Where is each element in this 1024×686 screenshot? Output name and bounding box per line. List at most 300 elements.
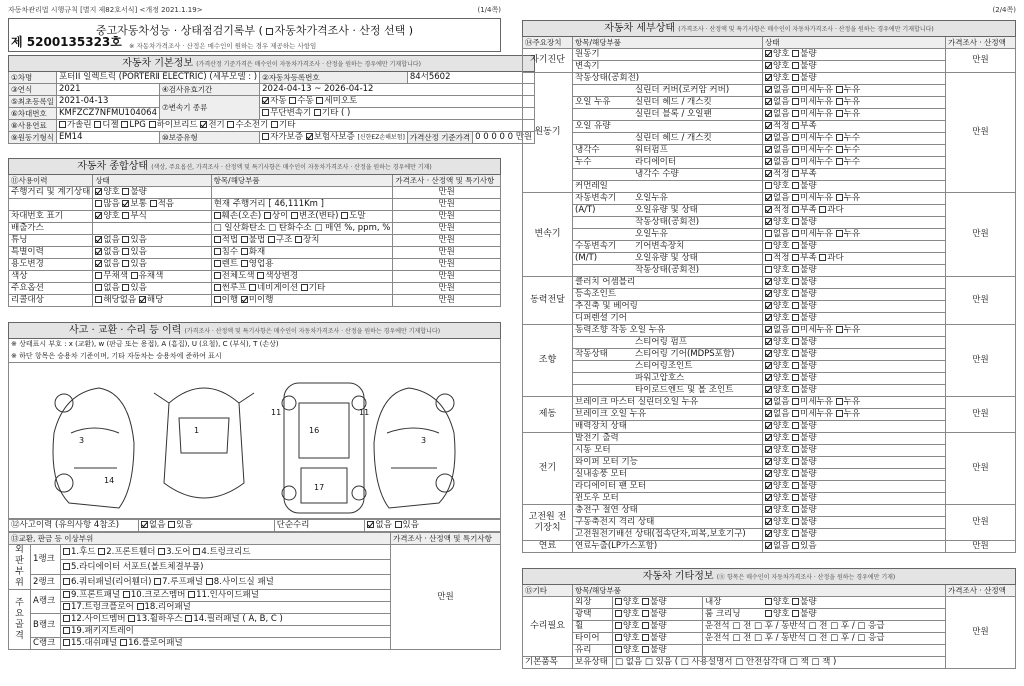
page-number: (1/4쪽) [477, 6, 501, 14]
detail-4-1-option-1: 불량 [800, 337, 817, 347]
detail-part: 수동변속기 기어변속장치 [573, 241, 763, 253]
detail-6-4-option-1: 불량 [800, 481, 817, 491]
detail-3-0-checkbox-1[interactable] [792, 278, 799, 285]
r1a-checkbox-1[interactable] [98, 548, 105, 555]
gen-x-recall-checkbox-1[interactable] [241, 296, 248, 303]
parts-price-header: 가격조사 · 산정액 및 특기사항 [391, 533, 501, 545]
basic-items-sub: 보유상태 [573, 657, 613, 669]
detail-row [523, 313, 1016, 325]
rBb-checkbox-0[interactable] [63, 627, 70, 634]
rankB-label: B랭크 [31, 614, 61, 638]
detail-6-2-checkbox-0[interactable] [765, 458, 772, 465]
fuel-checkbox-4[interactable] [200, 121, 207, 128]
detail-6-3-checkbox-0[interactable] [765, 470, 772, 477]
trans-semi-checkbox[interactable] [316, 97, 323, 104]
detail-2-5-checkbox-1[interactable] [792, 254, 799, 261]
general-price-recall: 만원 [393, 295, 501, 307]
trans-label: ⑦변속기 종류 [160, 96, 260, 120]
detail-6-1-checkbox-1[interactable] [792, 446, 799, 453]
gen-vinstate-checkbox-0[interactable] [95, 212, 102, 219]
rankA-items-b [61, 602, 391, 614]
detail-1-1-checkbox-2[interactable] [836, 86, 843, 93]
gen-x-recall-checkbox-0[interactable] [214, 296, 221, 303]
general-label-emission: 배출가스 [9, 223, 93, 235]
detail-1-4-option-1: 부족 [800, 121, 817, 131]
detail-6-5-checkbox-0[interactable] [765, 494, 772, 501]
detail-1-6-checkbox-2[interactable] [836, 146, 843, 153]
gen-x-tuning-checkbox-3[interactable] [295, 236, 302, 243]
general-price-special: 만원 [393, 247, 501, 259]
rC-checkbox-0[interactable] [63, 639, 70, 646]
gen-x-vinstate-checkbox-2[interactable] [291, 212, 298, 219]
detail-2-6-checkbox-1[interactable] [792, 266, 799, 273]
detail-3-1-checkbox-0[interactable] [765, 290, 772, 297]
fuel-checkbox-3[interactable] [149, 121, 156, 128]
gen-x-use-checkbox-1[interactable] [241, 260, 248, 267]
detail-5-0-checkbox-2[interactable] [836, 398, 843, 405]
detail-1-2-checkbox-2[interactable] [836, 98, 843, 105]
detail-1-8-option-1: 부족 [800, 169, 817, 179]
detail-7-2-checkbox-0[interactable] [765, 530, 772, 537]
detail-1-9-option-0: 양호 [773, 181, 793, 191]
detail-7-1-checkbox-0[interactable] [765, 518, 772, 525]
gen-x-option-checkbox-0[interactable] [214, 284, 221, 291]
detail-1-5-checkbox-0[interactable] [765, 134, 772, 141]
rBa-checkbox-2[interactable] [185, 615, 192, 622]
rBa-checkbox-0[interactable] [63, 615, 70, 622]
detail-1-3-checkbox-0[interactable] [765, 110, 772, 117]
price-option-checkbox[interactable] [266, 28, 273, 35]
rAa-label-1: 10.크로스멤버 [130, 590, 189, 600]
detail-4-1-checkbox-1[interactable] [792, 338, 799, 345]
detail-4-4-option-0: 양호 [773, 373, 793, 383]
detail-status [763, 229, 946, 241]
detail-1-5-checkbox-2[interactable] [836, 134, 843, 141]
detail-1-9-checkbox-0[interactable] [765, 182, 772, 189]
gen-option-checkbox-1[interactable] [122, 284, 129, 291]
gen-color-checkbox-1[interactable] [131, 272, 138, 279]
gen-x-tuning-checkbox-0[interactable] [214, 236, 221, 243]
oth-a-2-checkbox-0[interactable] [615, 622, 622, 629]
detail-3-2-checkbox-1[interactable] [792, 302, 799, 309]
detail-1-8-checkbox-1[interactable] [792, 170, 799, 177]
detail-1-2-option-1: 미세누유 [800, 97, 836, 107]
fuel-checkbox-0[interactable] [59, 121, 66, 128]
gen-x-option-checkbox-1[interactable] [249, 284, 256, 291]
detail-4-0-checkbox-2[interactable] [836, 326, 843, 333]
accident-yes-checkbox[interactable] [168, 521, 175, 528]
detail-6-0-option-0: 양호 [773, 433, 793, 443]
gen-x-option-option-0: 썬루프 [221, 283, 250, 293]
accident-legend-2: ※ 하단 항목은 승용차 기준이며, 기타 자동차는 승용차에 준하여 표시 [9, 351, 501, 363]
rC-checkbox-1[interactable] [120, 639, 127, 646]
left-page [8, 0, 533, 686]
gen-x-tuning-checkbox-2[interactable] [268, 236, 275, 243]
rAb-label-0: 17.트렁크플로어 [71, 602, 137, 612]
detail-0-0-checkbox-0[interactable] [765, 50, 772, 57]
detail-row [523, 97, 1016, 109]
detail-1-1-checkbox-1[interactable] [792, 86, 799, 93]
general-price-color: 만원 [393, 271, 501, 283]
general-row-vinstate [9, 211, 501, 223]
detail-2-3-checkbox-2[interactable] [836, 230, 843, 237]
detail-1-8-checkbox-0[interactable] [765, 170, 772, 177]
r1a-checkbox-0[interactable] [63, 548, 70, 555]
fuel-checkbox-5[interactable] [227, 121, 234, 128]
detail-4-5-checkbox-1[interactable] [792, 386, 799, 393]
oth-a-3-checkbox-0[interactable] [615, 634, 622, 641]
general-state-vinstate [93, 211, 211, 223]
detail-5-2-checkbox-1[interactable] [792, 422, 799, 429]
detail-8-0-checkbox-1[interactable] [792, 542, 799, 549]
detail-1-6-checkbox-0[interactable] [765, 146, 772, 153]
general-state-mileage [93, 187, 211, 199]
gen-mileage2-checkbox-0[interactable] [95, 200, 102, 207]
detail-4-3-checkbox-1[interactable] [792, 362, 799, 369]
gen-tuning-checkbox-0[interactable] [95, 236, 102, 243]
detail-estimate-1: 만원 [946, 73, 1016, 193]
detail-1-7-checkbox-2[interactable] [836, 158, 843, 165]
gen-x-vinstate-checkbox-1[interactable] [264, 212, 271, 219]
detail-part: 작동상태(공회전) [573, 73, 763, 85]
detail-5-0-option-2: 누유 [843, 397, 861, 407]
detail-part: 추진축 및 베어링 [573, 301, 763, 313]
gen-special-checkbox-1[interactable] [122, 248, 129, 255]
basic-items-row [523, 657, 1016, 669]
detail-2-2-checkbox-1[interactable] [792, 218, 799, 225]
detail-5-0-checkbox-1[interactable] [792, 398, 799, 405]
gen-use-checkbox-0[interactable] [95, 260, 102, 267]
general-row-mileage2 [9, 199, 501, 211]
r1a-label-1: 2.프론트휀더 [106, 546, 159, 557]
period-label: ④검사유효기간 [160, 84, 260, 96]
rAa-checkbox-1[interactable] [123, 591, 130, 598]
law-reference: 자동차관리법 시행규칙 [별지 제82호서식] <개정 2021.1.19> [8, 6, 203, 14]
simple-repair-none-checkbox[interactable] [367, 521, 374, 528]
oth-b-0-option-1: 불량 [800, 597, 817, 607]
detail-2-6-checkbox-0[interactable] [765, 266, 772, 273]
detail-7-1-checkbox-1[interactable] [792, 518, 799, 525]
detail-part: 윈도우 모터 [573, 493, 763, 505]
general-row-color [9, 271, 501, 283]
detail-0-1-checkbox-0[interactable] [765, 62, 772, 69]
gen-x-special-checkbox-1[interactable] [241, 248, 248, 255]
detail-1-2-checkbox-1[interactable] [792, 98, 799, 105]
rBb-label-0: 19.패키지트레이 [71, 626, 134, 636]
detail-4-0-checkbox-1[interactable] [792, 326, 799, 333]
gen-vinstate-checkbox-1[interactable] [122, 212, 129, 219]
detail-status [763, 277, 946, 289]
rAb-label-1: 18.리어패널 [144, 602, 191, 612]
detail-1-0-checkbox-0[interactable] [765, 74, 772, 81]
general-label-mileage: 주행거리 및 계기상태 [9, 187, 93, 199]
detail-2-4-checkbox-1[interactable] [792, 242, 799, 249]
general-price-use: 만원 [393, 259, 501, 271]
detail-row [523, 505, 1016, 517]
car-name-label: ①차명 [9, 72, 57, 84]
detail-status [763, 457, 946, 469]
oth-a-1-option-0: 양호 [623, 609, 643, 619]
detail-0-1-option-0: 양호 [773, 61, 793, 71]
gen-x-tuning-option-2: 구조 [275, 235, 296, 245]
detail-2-4-checkbox-0[interactable] [765, 242, 772, 249]
detail-2-5-checkbox-2[interactable] [819, 254, 826, 261]
detail-row [523, 157, 1016, 169]
detail-6-3-checkbox-1[interactable] [792, 470, 799, 477]
r1a-checkbox-3[interactable] [193, 548, 200, 555]
gen-option-checkbox-0[interactable] [95, 284, 102, 291]
rAb-checkbox-0[interactable] [63, 603, 70, 610]
detail-part: 배력장치 상태 [573, 421, 763, 433]
detail-2-2-checkbox-0[interactable] [765, 218, 772, 225]
detail-2-0-checkbox-0[interactable] [765, 194, 772, 201]
detail-4-1-option-0: 양호 [773, 337, 793, 347]
detail-7-2-checkbox-1[interactable] [792, 530, 799, 537]
r2-checkbox-0[interactable] [63, 578, 70, 585]
other-row [523, 609, 1016, 621]
detail-4-1-checkbox-0[interactable] [765, 338, 772, 345]
detail-3-0-checkbox-0[interactable] [765, 278, 772, 285]
detail-part: 브레이크 오일 누유 [573, 409, 763, 421]
detail-2-1-checkbox-1[interactable] [792, 206, 799, 213]
oth-b-1-checkbox-0[interactable] [765, 610, 772, 617]
detail-5-1-option-2: 누유 [843, 409, 861, 419]
oth-b-0-checkbox-1[interactable] [792, 598, 799, 605]
detail-2-3-checkbox-0[interactable] [765, 230, 772, 237]
fuel-checkbox-6[interactable] [271, 121, 278, 128]
detail-5-2-checkbox-0[interactable] [765, 422, 772, 429]
detail-estimate-4: 만원 [946, 325, 1016, 397]
motor-type: EM14 [56, 132, 159, 144]
gen-mileage2-checkbox-1[interactable] [122, 200, 129, 207]
detail-7-0-checkbox-0[interactable] [765, 506, 772, 513]
fuel-option-5: 수소전기 [235, 120, 272, 130]
detail-1-0-checkbox-1[interactable] [792, 74, 799, 81]
gen-x-special-checkbox-0[interactable] [214, 248, 221, 255]
trans-other-checkbox[interactable] [314, 109, 321, 116]
oth-a-1-checkbox-1[interactable] [642, 610, 649, 617]
detail-2-4-option-0: 양호 [773, 241, 793, 251]
detail-1-4-checkbox-1[interactable] [792, 122, 799, 129]
general-row-option [9, 283, 501, 295]
accident-none-checkbox[interactable] [141, 521, 148, 528]
rank2-label: 2랭크 [31, 575, 61, 590]
detail-1-4-option-0: 적정 [773, 121, 793, 131]
gen-x-tuning-checkbox-1[interactable] [241, 236, 248, 243]
gen-x-color-checkbox-0[interactable] [214, 272, 221, 279]
oth-a-1-checkbox-0[interactable] [615, 610, 622, 617]
rAa-checkbox-2[interactable] [188, 591, 195, 598]
car-diagram [8, 363, 501, 519]
general-label-mileage2 [9, 199, 93, 211]
general-item-option [211, 283, 393, 295]
rBa-checkbox-1[interactable] [128, 615, 135, 622]
general-price-mileage: 만원 [393, 187, 501, 199]
gen-color-checkbox-0[interactable] [95, 272, 102, 279]
detail-1-1-option-1: 미세누유 [800, 85, 836, 95]
insurance-warranty-checkbox[interactable] [306, 133, 313, 140]
detail-5-1-checkbox-2[interactable] [836, 410, 843, 417]
rAa-checkbox-0[interactable] [63, 591, 70, 598]
detail-6-4-checkbox-1[interactable] [792, 482, 799, 489]
oth-a-0-option-1: 불량 [650, 597, 667, 607]
detail-estimate-6: 만원 [946, 433, 1016, 505]
trans-cvt-checkbox[interactable] [262, 109, 269, 116]
accident-legend: ※ 상태표시 부호 : x (교환), w (판금 또는 용접), A (흠집), U (요철), C (부식), T (손상) [9, 339, 501, 351]
detail-1-9-checkbox-1[interactable] [792, 182, 799, 189]
detail-4-0-checkbox-0[interactable] [765, 326, 772, 333]
detail-8-0-option-0: 없음 [773, 541, 793, 551]
detail-1-2-checkbox-0[interactable] [765, 98, 772, 105]
gen-recall-checkbox-1[interactable] [139, 296, 146, 303]
detail-7-0-checkbox-1[interactable] [792, 506, 799, 513]
detail-group-2: 변속기 [523, 193, 573, 277]
gen-x-color-checkbox-1[interactable] [257, 272, 264, 279]
detail-3-2-checkbox-0[interactable] [765, 302, 772, 309]
detail-1-7-option-1: 미세누수 [800, 157, 836, 167]
detail-2-1-checkbox-0[interactable] [765, 206, 772, 213]
detail-2-0-option-1: 미세누유 [800, 193, 836, 203]
detail-4-2-option-1: 불량 [800, 349, 817, 359]
gen-tuning-checkbox-1[interactable] [122, 236, 129, 243]
detail-3-3-checkbox-1[interactable] [792, 314, 799, 321]
detail-2-1-checkbox-2[interactable] [819, 206, 826, 213]
detail-3-3-checkbox-0[interactable] [765, 314, 772, 321]
oth-b-1-checkbox-1[interactable] [792, 610, 799, 617]
gen-x-vinstate-checkbox-0[interactable] [214, 212, 221, 219]
detail-6-5-checkbox-1[interactable] [792, 494, 799, 501]
general-item-use [211, 259, 393, 271]
rBa-label-0: 12.사이드멤버 [71, 614, 129, 624]
oth-a-4-checkbox-1[interactable] [642, 646, 649, 653]
gen-mileage-checkbox-0[interactable] [95, 188, 102, 195]
oth-a-2-checkbox-1[interactable] [642, 622, 649, 629]
detail-1-4-checkbox-0[interactable] [765, 122, 772, 129]
detail-status [763, 145, 946, 157]
part-11b: 11 [359, 408, 370, 417]
detail-4-4-checkbox-1[interactable] [792, 374, 799, 381]
gen-x-color-option-0: 전체도색 [221, 271, 258, 281]
gen-use-checkbox-1[interactable] [122, 260, 129, 267]
detail-row [523, 229, 1016, 241]
detail-6-1-checkbox-0[interactable] [765, 446, 772, 453]
detail-4-4-checkbox-0[interactable] [765, 374, 772, 381]
detail-6-4-checkbox-0[interactable] [765, 482, 772, 489]
gen-x-option-checkbox-2[interactable] [301, 284, 308, 291]
self-warranty-checkbox[interactable] [262, 133, 269, 140]
simple-repair-yes-checkbox[interactable] [395, 521, 402, 528]
detail-1-3-checkbox-2[interactable] [836, 110, 843, 117]
fuel-checkbox-1[interactable] [94, 121, 101, 128]
oth-a-0-checkbox-0[interactable] [615, 598, 622, 605]
gen-special-checkbox-0[interactable] [95, 248, 102, 255]
gen-recall-checkbox-0[interactable] [95, 296, 102, 303]
detail-1-6-checkbox-1[interactable] [792, 146, 799, 153]
detail-2-0-checkbox-2[interactable] [836, 194, 843, 201]
simple-repair-label: 단순수리 [274, 520, 365, 532]
detail-2-5-checkbox-0[interactable] [765, 254, 772, 261]
gen-x-vinstate-checkbox-3[interactable] [341, 212, 348, 219]
detail-1-1-checkbox-0[interactable] [765, 86, 772, 93]
detail-4-2-checkbox-0[interactable] [765, 350, 772, 357]
detail-1-5-checkbox-1[interactable] [792, 134, 799, 141]
detail-row [523, 181, 1016, 193]
detail-4-2-checkbox-1[interactable] [792, 350, 799, 357]
r2-checkbox-2[interactable] [206, 578, 213, 585]
gen-x-color-option-1: 색상변경 [265, 271, 299, 281]
oth-a-0-checkbox-1[interactable] [642, 598, 649, 605]
detail-4-0-option-0: 없음 [773, 325, 793, 335]
fuel-options [56, 120, 534, 132]
detail-1-3-checkbox-1[interactable] [792, 110, 799, 117]
r2-checkbox-1[interactable] [154, 578, 161, 585]
detail-1-7-checkbox-0[interactable] [765, 158, 772, 165]
detail-5-1-checkbox-0[interactable] [765, 410, 772, 417]
detail-part: (M/T) 오일유량 및 상태 [573, 253, 763, 265]
detail-status [763, 433, 946, 445]
detail-6-2-checkbox-1[interactable] [792, 458, 799, 465]
reg-number: 84서5602 [407, 72, 534, 84]
detail-section [522, 20, 1016, 553]
gen-x-use-checkbox-0[interactable] [214, 260, 221, 267]
title-note: ※ 자동차가격조사 · 산정은 매수인이 원하는 경우 제공하는 사항임 [129, 42, 317, 50]
r1a-checkbox-2[interactable] [158, 548, 165, 555]
r1b-checkbox-0[interactable] [63, 563, 70, 570]
detail-2-0-checkbox-1[interactable] [792, 194, 799, 201]
detail-6-1-option-0: 양호 [773, 445, 793, 455]
rAb-checkbox-1[interactable] [137, 603, 144, 610]
detail-2-3-checkbox-1[interactable] [792, 230, 799, 237]
other-group: 수리필요 [523, 597, 573, 657]
trans-manual-checkbox[interactable] [289, 97, 296, 104]
other-status-a [613, 597, 703, 609]
detail-estimate-7: 만원 [946, 505, 1016, 541]
gen-use-option-0: 없음 [103, 259, 123, 269]
oth-b-0-checkbox-0[interactable] [765, 598, 772, 605]
gen-mileage-checkbox-1[interactable] [122, 188, 129, 195]
detail-3-1-option-0: 양호 [773, 289, 793, 299]
rankC-items [61, 638, 391, 650]
oth-a-4-checkbox-0[interactable] [615, 646, 622, 653]
general-item-emission: □ 일산화탄소 □ 탄화수소 □ 매연 %, ppm, % [211, 223, 393, 235]
detail-4-3-checkbox-0[interactable] [765, 362, 772, 369]
detail-5-0-checkbox-0[interactable] [765, 398, 772, 405]
detail-6-0-checkbox-0[interactable] [765, 434, 772, 441]
other-header: 자동차 기타정보 [642, 570, 714, 582]
col-state: 상태 [93, 175, 211, 187]
detail-status [763, 61, 946, 73]
oth-a-3-checkbox-1[interactable] [642, 634, 649, 641]
fuel-checkbox-2[interactable] [121, 121, 128, 128]
detail-3-1-checkbox-1[interactable] [792, 290, 799, 297]
general-label-color: 색상 [9, 271, 93, 283]
gen-mileage2-checkbox-2[interactable] [150, 200, 157, 207]
other-status-a [613, 645, 703, 657]
trans-auto-checkbox[interactable] [262, 97, 269, 104]
detail-row [523, 397, 1016, 409]
detail-0-1-checkbox-1[interactable] [792, 62, 799, 69]
detail-4-5-checkbox-0[interactable] [765, 386, 772, 393]
detail-6-0-checkbox-1[interactable] [792, 434, 799, 441]
detail-7-1-option-0: 양호 [773, 517, 793, 527]
warranty-label: ⑩보증유형 [160, 132, 260, 144]
detail-8-0-checkbox-0[interactable] [765, 542, 772, 549]
detail-1-7-checkbox-1[interactable] [792, 158, 799, 165]
detail-part: 동력조향 작동 오일 누유 [573, 325, 763, 337]
other-status-a [613, 633, 703, 645]
detail-0-0-checkbox-1[interactable] [792, 50, 799, 57]
detail-5-1-checkbox-1[interactable] [792, 410, 799, 417]
